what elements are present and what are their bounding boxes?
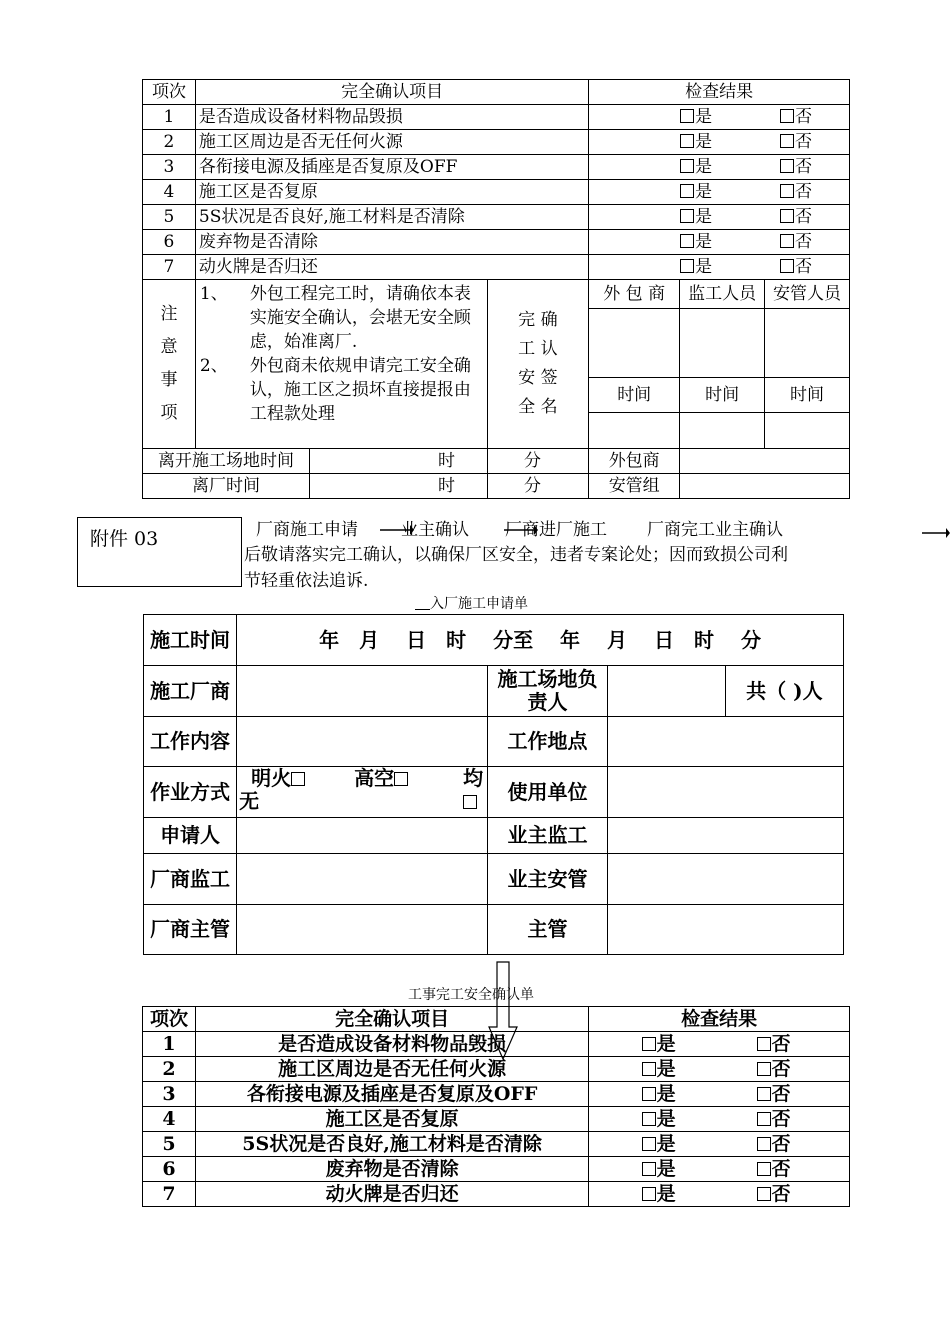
row-index: 1: [143, 105, 196, 130]
vendor-manager-field[interactable]: [237, 905, 488, 955]
row-item: 5S状况是否良好,施工材料是否清除: [195, 1132, 588, 1157]
checkbox-no[interactable]: [780, 109, 794, 123]
sign-contractor-field[interactable]: [589, 309, 680, 378]
option-no[interactable]: 否: [780, 205, 820, 229]
down-arrow: [487, 961, 519, 1061]
leave-safety-field[interactable]: [680, 474, 850, 499]
vendor-field[interactable]: [237, 666, 488, 717]
vendor-supervisor-field[interactable]: [237, 854, 488, 905]
checkbox-no[interactable]: [780, 159, 794, 173]
row-result: [589, 1132, 850, 1157]
check-row: [143, 130, 850, 155]
work-location-field[interactable]: [607, 717, 843, 767]
work-mode-options: [237, 767, 488, 818]
row-item: 各衔接电源及插座是否复原及OFF: [195, 155, 588, 180]
row-result: [589, 1057, 850, 1082]
row-item: 废弃物是否清除: [195, 230, 588, 255]
row-index: 5: [143, 1132, 196, 1157]
checkbox-yes[interactable]: [680, 234, 694, 248]
vendor-supervisor-label: 厂商监工: [144, 854, 237, 905]
time-field-2[interactable]: [680, 413, 765, 449]
owner-supervisor-field[interactable]: [607, 818, 843, 854]
row-item: 是否造成设备材料物品毁损: [195, 105, 588, 130]
leave-factory-row: [143, 474, 541, 499]
mode-none-suffix: 无: [239, 789, 260, 813]
row-item: 施工区周边是否无任何火源: [195, 130, 588, 155]
checkbox-yes[interactable]: [642, 1037, 656, 1051]
checkbox-no[interactable]: [757, 1087, 771, 1101]
check-row: [143, 255, 850, 280]
entry-application-title: 入厂施工申请单: [415, 593, 528, 613]
row-result: [589, 205, 850, 230]
header-index: 项次: [143, 1007, 196, 1032]
checkbox-height[interactable]: [394, 772, 408, 786]
check-row: [143, 1107, 850, 1132]
row-index: 6: [143, 230, 196, 255]
completion-check-table-top: [142, 79, 850, 499]
sign-header-supervisor: 监工人员: [680, 280, 765, 309]
checkbox-yes[interactable]: [642, 1062, 656, 1076]
row-index: 2: [143, 1057, 196, 1082]
row-item: 是否造成设备材料物品毁损: [195, 1032, 588, 1057]
leave-site-hour: 时: [438, 451, 455, 471]
option-no[interactable]: 否: [780, 155, 820, 179]
leave-site-minute: 分: [524, 451, 541, 471]
check-row: [143, 155, 850, 180]
row-index: 2: [143, 130, 196, 155]
row-index: 1: [143, 1032, 196, 1057]
checkbox-yes[interactable]: [642, 1162, 656, 1176]
option-yes[interactable]: 是: [642, 1157, 742, 1181]
checkbox-yes[interactable]: [642, 1112, 656, 1126]
applicant-label: 申请人: [144, 818, 237, 854]
row-index: 6: [143, 1157, 196, 1182]
option-no[interactable]: 否: [780, 180, 820, 204]
checkbox-no[interactable]: [780, 184, 794, 198]
checkbox-no[interactable]: [757, 1162, 771, 1176]
check-row: [143, 1157, 850, 1182]
leave-site-row: [143, 449, 541, 474]
sign-supervisor-field[interactable]: [680, 309, 765, 378]
note-1: 外包工程完工时，请确依本表实施安全确认，会堪无安全顾虑，始准离厂.: [249, 284, 471, 352]
check-row: [143, 1082, 850, 1107]
checkbox-no[interactable]: [757, 1137, 771, 1151]
header-item: 完全确认项目: [195, 80, 588, 105]
row-item: 各衔接电源及插座是否复原及OFF: [195, 1082, 588, 1107]
option-no[interactable]: 否: [757, 1057, 817, 1081]
checkbox-no[interactable]: [780, 259, 794, 273]
owner-safety-field[interactable]: [607, 854, 843, 905]
option-no[interactable]: 否: [757, 1182, 817, 1206]
row-result: [589, 105, 850, 130]
option-no[interactable]: 否: [757, 1032, 817, 1056]
annex-label: 附件 03: [77, 517, 242, 587]
checkbox-yes[interactable]: [680, 109, 694, 123]
work-location-label: 工作地点: [488, 717, 607, 767]
row-result: [589, 1182, 850, 1207]
row-item: 施工区是否复原: [195, 180, 588, 205]
owner-safety-label: 业主安管: [488, 854, 607, 905]
option-no[interactable]: 否: [757, 1107, 817, 1131]
time-label-2: 时间: [680, 378, 765, 413]
checkbox-no[interactable]: [780, 134, 794, 148]
header-item: 完全确认项目: [195, 1007, 588, 1032]
flow-step-1: 厂商施工申请: [256, 520, 358, 540]
site-lead-field[interactable]: [607, 666, 725, 717]
vendor-manager-label: 厂商主管: [144, 905, 237, 955]
row-result: [589, 155, 850, 180]
checkbox-no[interactable]: [757, 1037, 771, 1051]
checkbox-yes[interactable]: [642, 1137, 656, 1151]
check-row: [143, 105, 850, 130]
leave-contractor-label: 外包商: [589, 449, 680, 474]
row-result: [589, 230, 850, 255]
notes-text: 1、 外包工程完工时，请确依本表实施安全确认，会堪无安全顾虑，始准离厂. 2、 外包商未依规申请完工安全确认，施工区之损坏直接提报由工程款处理: [195, 280, 487, 449]
checkbox-none[interactable]: [463, 795, 477, 809]
option-yes[interactable]: 是: [680, 180, 780, 204]
using-unit-field[interactable]: [607, 767, 843, 818]
checkbox-yes[interactable]: [680, 209, 694, 223]
header-result: 检查结果: [589, 1007, 850, 1032]
checkbox-yes[interactable]: [680, 159, 694, 173]
manager-label: 主管: [488, 905, 607, 955]
option-yes[interactable]: 是: [680, 230, 780, 254]
option-yes[interactable]: 是: [642, 1132, 742, 1156]
mode-none[interactable]: 均: [463, 766, 483, 813]
construction-time-value[interactable]: 年 月 日 时 分至 年 月 日 时 分: [237, 615, 844, 666]
option-no[interactable]: 否: [757, 1132, 817, 1156]
leave-safety-label: 安管组: [589, 474, 680, 499]
leave-factory-hour: 时: [438, 476, 455, 496]
option-yes[interactable]: 是: [680, 255, 780, 279]
option-no[interactable]: 否: [780, 130, 820, 154]
option-yes[interactable]: 是: [642, 1107, 742, 1131]
row-item: 动火牌是否归还: [195, 1182, 588, 1207]
row-result: [589, 130, 850, 155]
row-item: 施工区周边是否无任何火源: [195, 1057, 588, 1082]
remark-line-2: 节轻重依法追诉.: [244, 571, 369, 591]
people-count[interactable]: 共（ )人: [725, 666, 843, 717]
leave-site-label: 离开施工场地时间: [143, 449, 310, 473]
option-no[interactable]: 否: [780, 255, 820, 279]
checkbox-no[interactable]: [757, 1112, 771, 1126]
checkbox-yes[interactable]: [642, 1087, 656, 1101]
header-result: 检查结果: [589, 80, 850, 105]
note-2: 外包商未依规申请完工安全确认，施工区之损坏直接提报由工程款处理: [249, 356, 471, 424]
check-row: [143, 230, 850, 255]
option-yes[interactable]: 是: [680, 155, 780, 179]
row-item: 5S状况是否良好,施工材料是否清除: [195, 205, 588, 230]
leave-contractor-field[interactable]: [680, 449, 850, 474]
remark-line-1: 后敬请落实完工确认，以确保厂区安全，违者专案论处；因而致损公司利: [244, 545, 788, 565]
time-label-3: 时间: [765, 378, 850, 413]
row-index: 4: [143, 180, 196, 205]
row-index: 3: [143, 155, 196, 180]
row-result: [589, 180, 850, 205]
sign-safety-field[interactable]: [765, 309, 850, 378]
entry-application-table: [143, 614, 844, 955]
option-yes[interactable]: 是: [642, 1057, 742, 1081]
option-yes[interactable]: 是: [680, 205, 780, 229]
option-yes[interactable]: 是: [642, 1182, 742, 1206]
owner-supervisor-label: 业主监工: [488, 818, 607, 854]
checkbox-open-fire[interactable]: [291, 772, 305, 786]
sign-header-safety: 安管人员: [765, 280, 850, 309]
option-yes[interactable]: 是: [680, 105, 780, 129]
checkbox-yes[interactable]: [680, 259, 694, 273]
row-index: 7: [143, 255, 196, 280]
option-no[interactable]: 否: [757, 1082, 817, 1106]
row-result: [589, 1082, 850, 1107]
row-item: 动火牌是否归还: [195, 255, 588, 280]
checkbox-no[interactable]: [780, 234, 794, 248]
check-row: [143, 1182, 850, 1207]
row-result: [589, 1157, 850, 1182]
checkbox-yes[interactable]: [680, 134, 694, 148]
leave-factory-minute: 分: [524, 476, 541, 496]
option-no[interactable]: 否: [780, 230, 820, 254]
vendor-label: 施工厂商: [144, 666, 237, 717]
flow-step-4: 厂商完工业主确认: [647, 520, 783, 540]
work-content-label: 工作内容: [144, 717, 237, 767]
check-row: [143, 1132, 850, 1157]
row-item: 施工区是否复原: [195, 1107, 588, 1132]
option-no[interactable]: 否: [780, 105, 820, 129]
flow-step-3: 厂商进厂施工: [505, 520, 607, 540]
using-unit-label: 使用单位: [488, 767, 607, 818]
leave-factory-label: 离厂时间: [143, 474, 310, 498]
checkbox-yes[interactable]: [680, 184, 694, 198]
construction-time-label: 施工时间: [144, 615, 237, 666]
option-yes[interactable]: 是: [680, 130, 780, 154]
row-result: [589, 1032, 850, 1057]
row-index: 7: [143, 1182, 196, 1207]
leave-site-min-cell: [487, 449, 589, 474]
check-row: [143, 205, 850, 230]
sign-label: 完 确 工 认 安 签 全 名: [487, 280, 589, 449]
checkbox-no[interactable]: [757, 1187, 771, 1201]
option-no[interactable]: 否: [757, 1157, 817, 1181]
work-mode-label: 作业方式: [144, 767, 237, 818]
mode-open-fire[interactable]: 明火: [251, 766, 306, 790]
time-field-3[interactable]: [765, 413, 850, 449]
row-item: 废弃物是否清除: [195, 1157, 588, 1182]
flow-step-2: 业主确认: [401, 520, 469, 540]
site-lead-label: 施工场地负责人: [488, 666, 607, 717]
mode-height[interactable]: 高空: [354, 766, 409, 790]
checkbox-yes[interactable]: [642, 1187, 656, 1201]
time-field-1[interactable]: [589, 413, 680, 449]
row-index: 3: [143, 1082, 196, 1107]
flow-arrow-3: [922, 526, 950, 540]
check-row: [143, 180, 850, 205]
row-index: 4: [143, 1107, 196, 1132]
sign-header-contractor: 外 包 商: [589, 280, 680, 309]
header-index: 项次: [143, 80, 196, 105]
row-index: 5: [143, 205, 196, 230]
notes-label: 注 意 事 项: [143, 280, 196, 449]
applicant-field[interactable]: [237, 818, 488, 854]
completion-title: 工事完工安全确认单: [408, 987, 534, 1003]
checkbox-no[interactable]: [780, 209, 794, 223]
option-yes[interactable]: 是: [642, 1032, 742, 1056]
checkbox-no[interactable]: [757, 1062, 771, 1076]
row-result: [589, 255, 850, 280]
option-yes[interactable]: 是: [642, 1082, 742, 1106]
work-content-field[interactable]: [237, 717, 488, 767]
time-label-1: 时间: [589, 378, 680, 413]
row-result: [589, 1107, 850, 1132]
manager-field[interactable]: [607, 905, 843, 955]
